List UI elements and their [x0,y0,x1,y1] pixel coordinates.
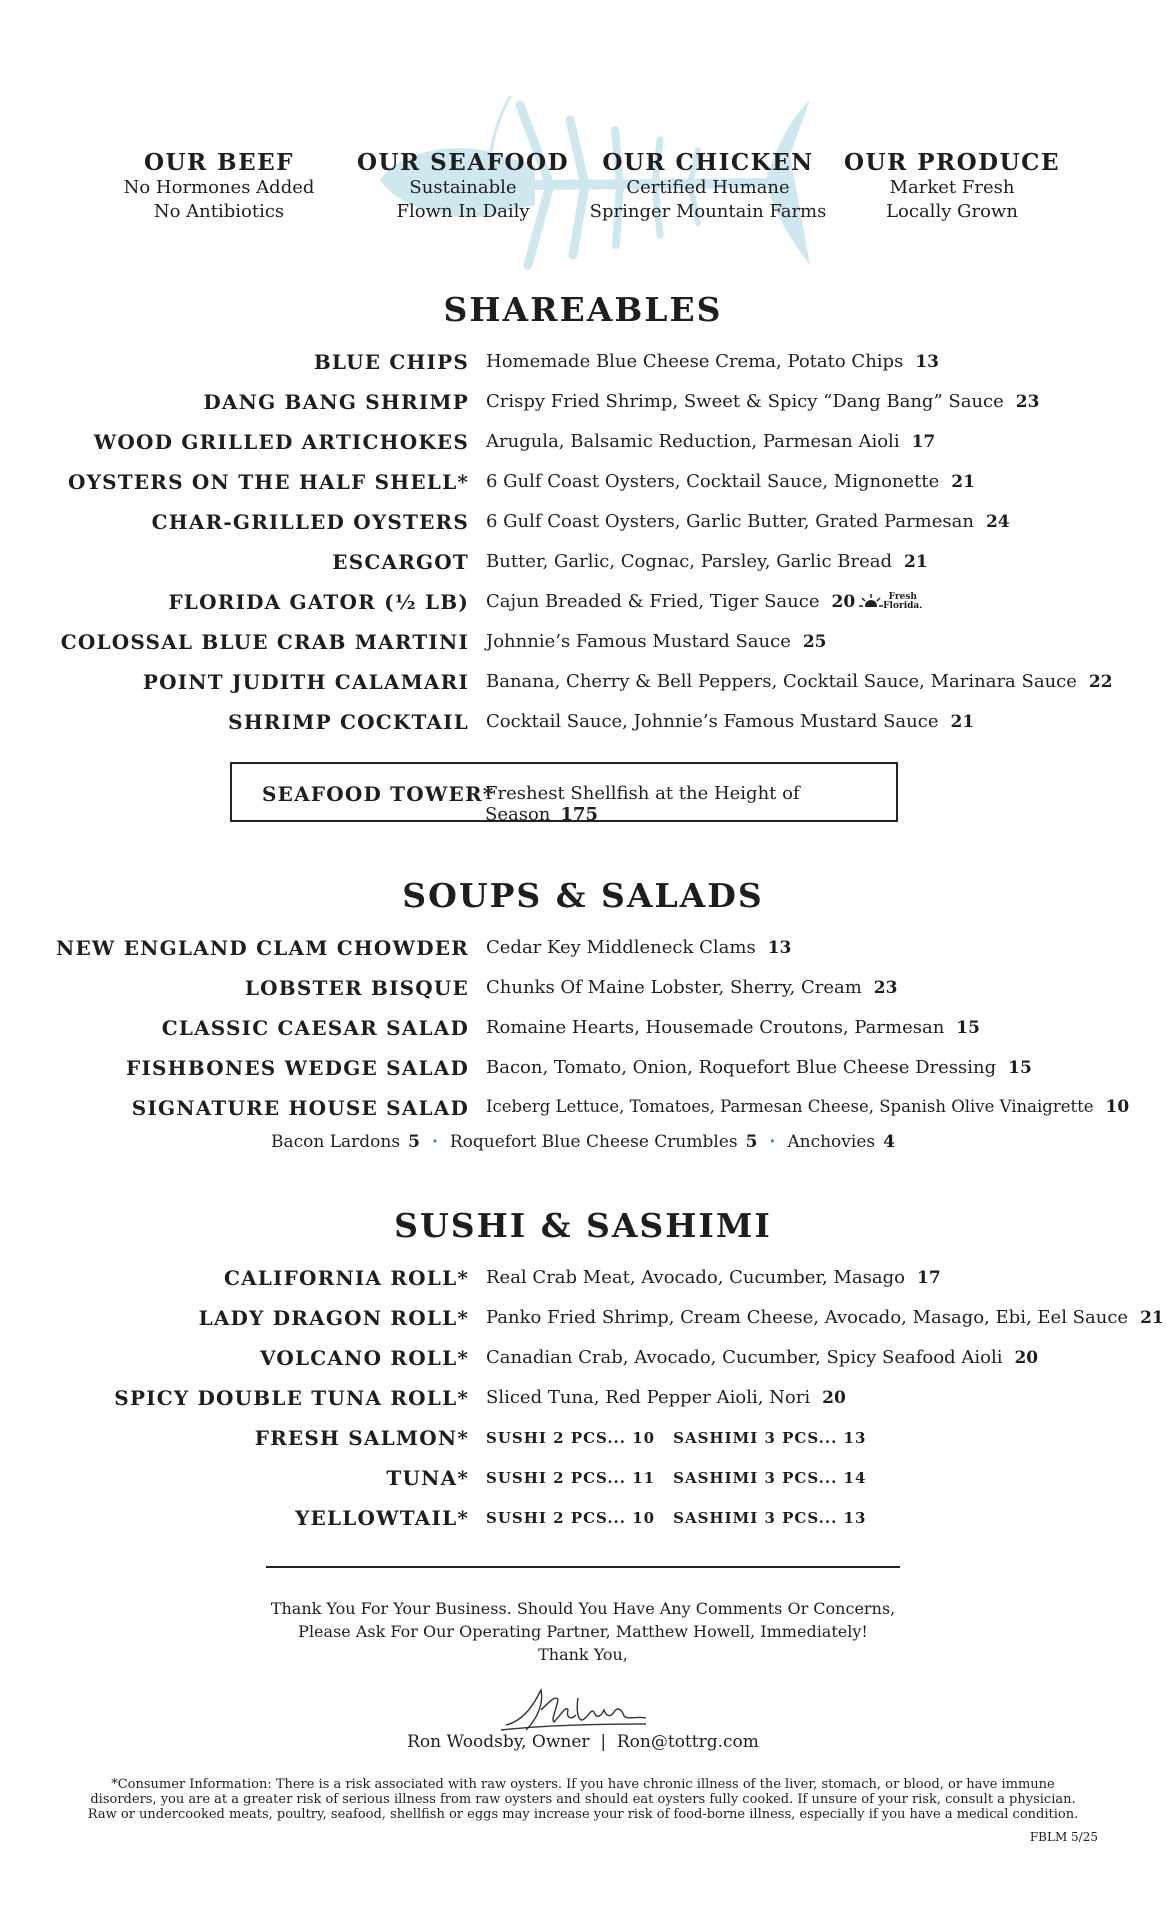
item-name: SIGNATURE HOUSE SALAD [131,1096,469,1120]
menu-code: FBLM 5/25 [1029,1830,1098,1844]
item-price: 21 [950,712,975,732]
item-desc: Butter, Garlic, Cognac, Parsley, Garlic Bread [486,551,893,572]
item-desc: Real Crab Meat, Avocado, Cucumber, Masago [486,1267,905,1288]
pillar-beef [99,150,339,224]
pillar-title: OUR SEAFOOD [356,149,570,176]
bullet-dot-icon: · [769,1132,776,1152]
item-desc: 6 Gulf Coast Oysters, Cocktail Sauce, Mignonette [486,471,940,492]
pillar-title: OUR CHICKEN [602,149,814,176]
item-price: 23 [873,978,898,998]
sun-icon [859,594,883,610]
item-name: COLOSSAL BLUE CRAB MARTINI [60,630,469,654]
item-desc: Sliced Tuna, Red Pepper Aioli, Nori [486,1387,811,1408]
addon-name: Roquefort Blue Cheese Crumbles [449,1132,738,1152]
menu-item [0,1458,1166,1498]
addon-name: Bacon Lardons [271,1132,401,1152]
item-price: 22 [1088,672,1113,692]
item-price: 24 [985,512,1010,532]
footer-divider [266,1566,900,1568]
item-desc: Cocktail Sauce, Johnnie’s Famous Mustard Sauce [486,711,939,732]
item-name: WOOD GRILLED ARTICHOKES [93,430,469,454]
item-desc: Cajun Breaded & Fried, Tiger Sauce [486,591,820,612]
menu-item [0,1338,1166,1378]
menu-item [0,1008,1166,1048]
thanks-line: Please Ask For Our Operating Partner, Matthew Howell, Immediately! [298,1622,868,1641]
sashimi-price: SASHIMI 3 PCS... 14 [673,1469,867,1487]
item-price: 21 [1140,1308,1164,1328]
item-name: CHAR-GRILLED OYSTERS [151,510,469,534]
menu-item [0,622,1166,662]
menu-item [0,1258,1166,1298]
item-price: 20 [831,592,856,612]
item-name: POINT JUDITH CALAMARI [142,670,469,694]
addon-price: 5 [745,1132,758,1152]
menu-item [0,502,1166,542]
pillar-line: Flown In Daily [396,201,530,222]
pillar-line: Sustainable [409,177,517,198]
item-name: CALIFORNIA ROLL* [223,1266,469,1290]
item-name: ESCARGOT [332,550,469,574]
item-price: 10 [1105,1097,1130,1117]
item-price: 23 [1015,392,1040,412]
menu-item [0,1048,1166,1088]
menu-item [0,462,1166,502]
pillar-line: No Hormones Added [123,177,315,198]
item-name: BLUE CHIPS [313,350,469,374]
item-desc: Arugula, Balsamic Reduction, Parmesan Aioli [486,431,900,452]
menu-item [0,382,1166,422]
item-price: 15 [1008,1058,1032,1078]
item-price: 175 [560,804,598,825]
fff-line: Fresh [888,592,917,602]
owner-signature [496,1680,656,1740]
item-name: OYSTERS ON THE HALF SHELL* [68,470,469,494]
menu-item [0,662,1166,702]
item-desc: Canadian Crab, Avocado, Cucumber, Spicy Seafood Aioli [486,1347,1003,1368]
item-desc: Panko Fried Shrimp, Cream Cheese, Avocado, Masago, Ebi, Eel Sauce [486,1307,1129,1328]
item-desc: Chunks Of Maine Lobster, Sherry, Cream [486,977,862,998]
item-price: 20 [822,1388,846,1408]
item-name: FISHBONES WEDGE SALAD [126,1056,469,1080]
item-price: 17 [917,1268,941,1288]
item-desc: Bacon, Tomato, Onion, Roquefort Blue Cheese Dressing [486,1057,997,1078]
item-name: SEAFOOD TOWER* [262,782,495,806]
consumer-info [80,1777,1086,1822]
sushi-price: SUSHI 2 PCS... 11 [486,1469,656,1487]
item-price: 15 [956,1018,980,1038]
section-title-soups-salads: SOUPS & SALADS [402,876,764,915]
pillar-line: Locally Grown [886,201,1018,222]
consumer-line: Raw or undercooked meats, poultry, seafood, shellfish or eggs may increase your risk of food-borne illness, especially if you have a medical condition. [87,1807,1079,1822]
consumer-line: *Consumer Information: There is a risk associated with raw oysters. If you have chronic illness of the liver, stomach, or blood, or have immune [111,1777,1055,1792]
pillar-seafood [343,150,583,224]
menu-item [0,1088,1166,1128]
item-desc: Homemade Blue Cheese Crema, Potato Chips [486,351,904,372]
pillar-line: No Antibiotics [153,201,285,222]
item-name: TUNA* [386,1466,469,1490]
pillar-title: OUR PRODUCE [844,149,1060,176]
item-price: 21 [904,552,928,572]
addon-price: 5 [408,1132,420,1152]
pillar-chicken [588,150,828,224]
menu-item [0,1498,1166,1538]
pillar-line: Springer Mountain Farms [589,201,827,222]
item-name: NEW ENGLAND CLAM CHOWDER [55,936,469,960]
item-name: YELLOWTAIL* [295,1506,469,1530]
menu-item [0,542,1166,582]
item-price: 13 [767,938,792,958]
item-desc: Romaine Hearts, Housemade Croutons, Parmesan [486,1017,945,1038]
menu-item [0,1418,1166,1458]
item-desc: Iceberg Lettuce, Tomatoes, Parmesan Cheese, Spanish Olive Vinaigrette [486,1097,1094,1116]
thanks-line: Thank You, [538,1645,628,1664]
consumer-line: disorders, you are at a greater risk of serious illness from raw oysters and should eat oysters fully cooked. If unsure of your risk, consult a physician. [90,1792,1076,1807]
salad-addons [0,1132,1166,1152]
item-desc: Crispy Fried Shrimp, Sweet & Spicy “Dang Bang” Sauce [486,391,1004,412]
menu-item [0,1298,1166,1338]
item-name: LOBSTER BISQUE [244,976,469,1000]
menu-item [0,928,1166,968]
pillar-line: Certified Humane [626,177,790,198]
addon-price: 4 [883,1132,895,1152]
item-name: FRESH SALMON* [254,1426,469,1450]
owner-contact: Ron Woodsby, Owner | Ron@tottrg.com [407,1732,759,1752]
item-price: 25 [802,632,827,652]
sushi-price: SUSHI 2 PCS... 10 [486,1509,656,1527]
item-price: 13 [915,352,939,372]
item-desc: Johnnie’s Famous Mustard Sauce [486,631,791,652]
menu-item [0,702,1166,742]
bullet-dot-icon: · [431,1132,438,1152]
item-desc: Banana, Cherry & Bell Peppers, Cocktail Sauce, Marinara Sauce [486,671,1077,692]
sushi-price: SUSHI 2 PCS... 10 [486,1429,656,1447]
menu-item [0,1378,1166,1418]
addon-name: Anchovies [787,1132,876,1152]
thanks-line: Thank You For Your Business. Should You Have Any Comments Or Concerns, [270,1599,896,1618]
item-price: 17 [911,432,936,452]
item-price: 20 [1014,1348,1039,1368]
item-name: CLASSIC CAESAR SALAD [161,1016,469,1040]
sashimi-price: SASHIMI 3 PCS... 13 [673,1509,867,1527]
fresh-from-florida-logo [859,593,922,611]
item-name: VOLCANO ROLL* [260,1346,469,1370]
item-desc: Cedar Key Middleneck Clams [486,937,756,958]
item-name: LADY DRAGON ROLL* [198,1306,469,1330]
item-desc: 6 Gulf Coast Oysters, Garlic Butter, Grated Parmesan [486,511,974,532]
item-name: SPICY DOUBLE TUNA ROLL* [114,1386,469,1410]
item-price: 21 [951,472,975,492]
pillar-title: OUR BEEF [143,149,295,176]
menu-item [0,968,1166,1008]
fff-line: Florida. [883,601,923,611]
menu-item [0,342,1166,382]
pillar-produce [832,150,1072,224]
section-title-sushi-sashimi: SUSHI & SASHIMI [394,1206,772,1245]
item-desc: Freshest Shellfish at the Height of Season [485,783,800,825]
item-name: FLORIDA GATOR (½ LB) [168,590,469,614]
menu-item [0,422,1166,462]
section-title-shareables: SHAREABLES [443,290,723,329]
sashimi-price: SASHIMI 3 PCS... 13 [673,1429,867,1447]
item-name: SHRIMP COCKTAIL [228,710,469,734]
item-name: DANG BANG SHRIMP [203,390,469,414]
seafood-tower-box [230,762,898,825]
pillar-line: Market Fresh [889,177,1015,198]
menu-item [0,582,1166,622]
